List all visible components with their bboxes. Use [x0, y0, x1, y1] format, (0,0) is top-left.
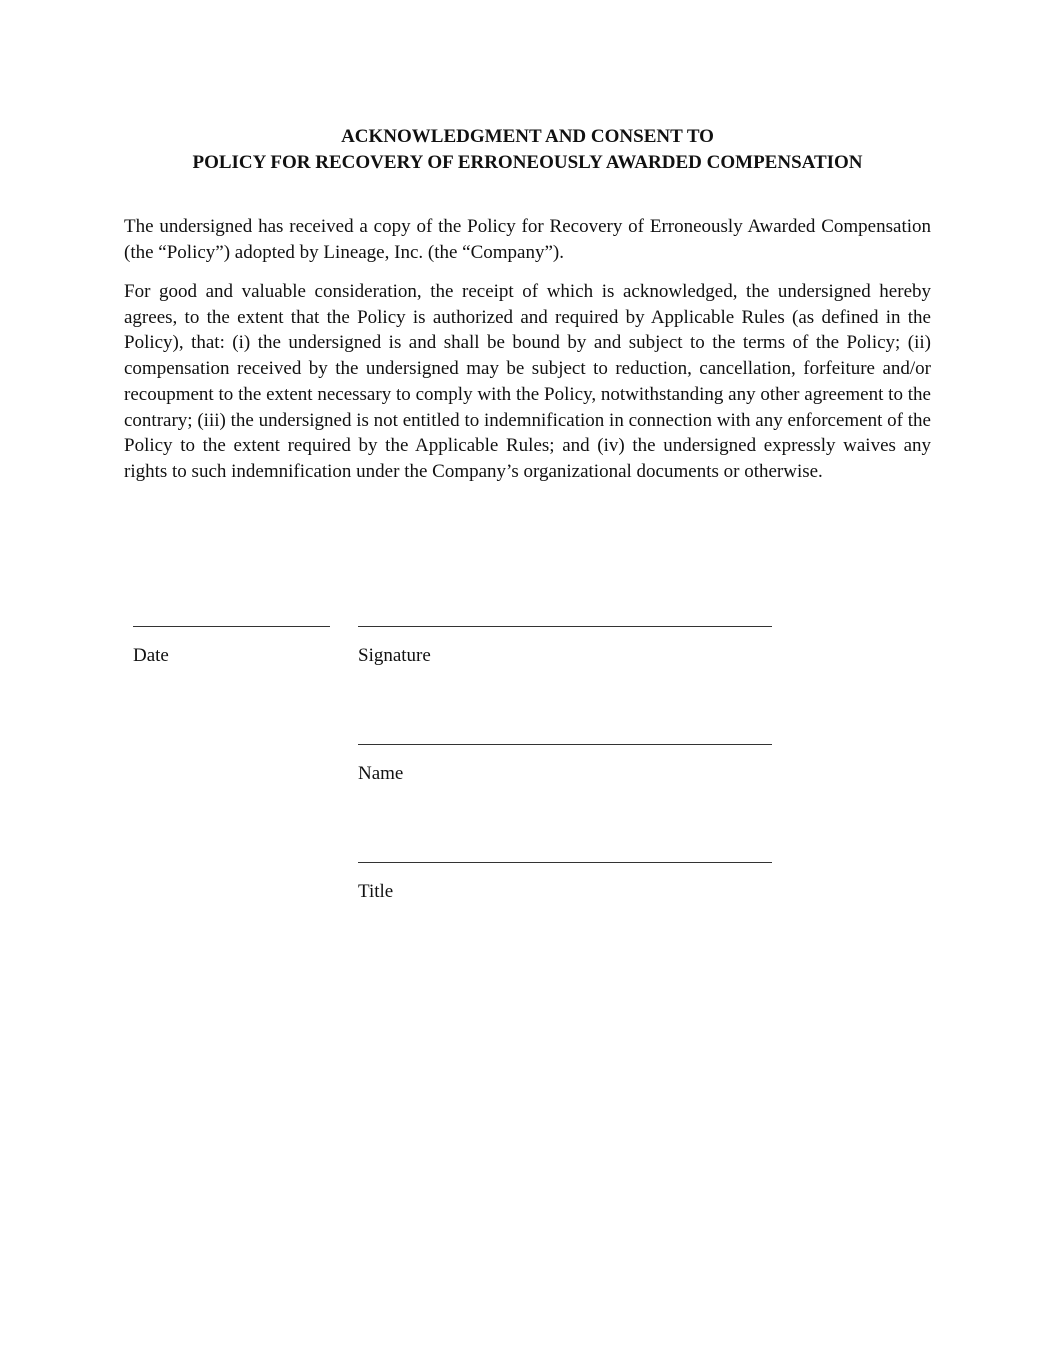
document-title — [124, 124, 931, 176]
title-line-2: POLICY FOR RECOVERY OF ERRONEOUSLY AWARDED COMPENSATION — [192, 152, 863, 173]
title-line-1: ACKNOWLEDGMENT AND CONSENT TO — [341, 126, 714, 147]
date-label: Date — [133, 645, 169, 666]
date-line — [133, 626, 330, 627]
consent-paragraph: For good and valuable consideration, the receipt of which is acknowledged, the undersigned hereby agrees, to the extent that the Policy is authorized and required by Applicable Rules (as defined in the Policy), that: (i) the undersigned is and shall be bound by and subject to the terms of the Policy; (ii) compensation received by the undersigned may be subject to reduction, cancellation, forfeiture and/or recoupment to the extent necessary to comply with the Policy, notwithstanding any other agreement to the contrary; (iii) the undersigned is not entitled to indemnification in connection with any enforcement of the Policy to the extent required by the Applicable Rules; and (iv) the undersigned expressly waives any rights to such indemnification under the Company’s organizational documents or otherwise. — [124, 281, 931, 482]
signature-label: Signature — [358, 645, 431, 666]
title-label: Title — [358, 881, 394, 902]
name-line — [358, 744, 772, 745]
signature-line — [358, 626, 772, 627]
title-line — [358, 862, 772, 863]
name-label: Name — [358, 763, 404, 784]
receipt-paragraph: The undersigned has received a copy of the Policy for Recovery of Erroneously Awarded Compensation (the “Policy”) adopted by Lineage, Inc. (the “Company”). — [124, 216, 931, 263]
